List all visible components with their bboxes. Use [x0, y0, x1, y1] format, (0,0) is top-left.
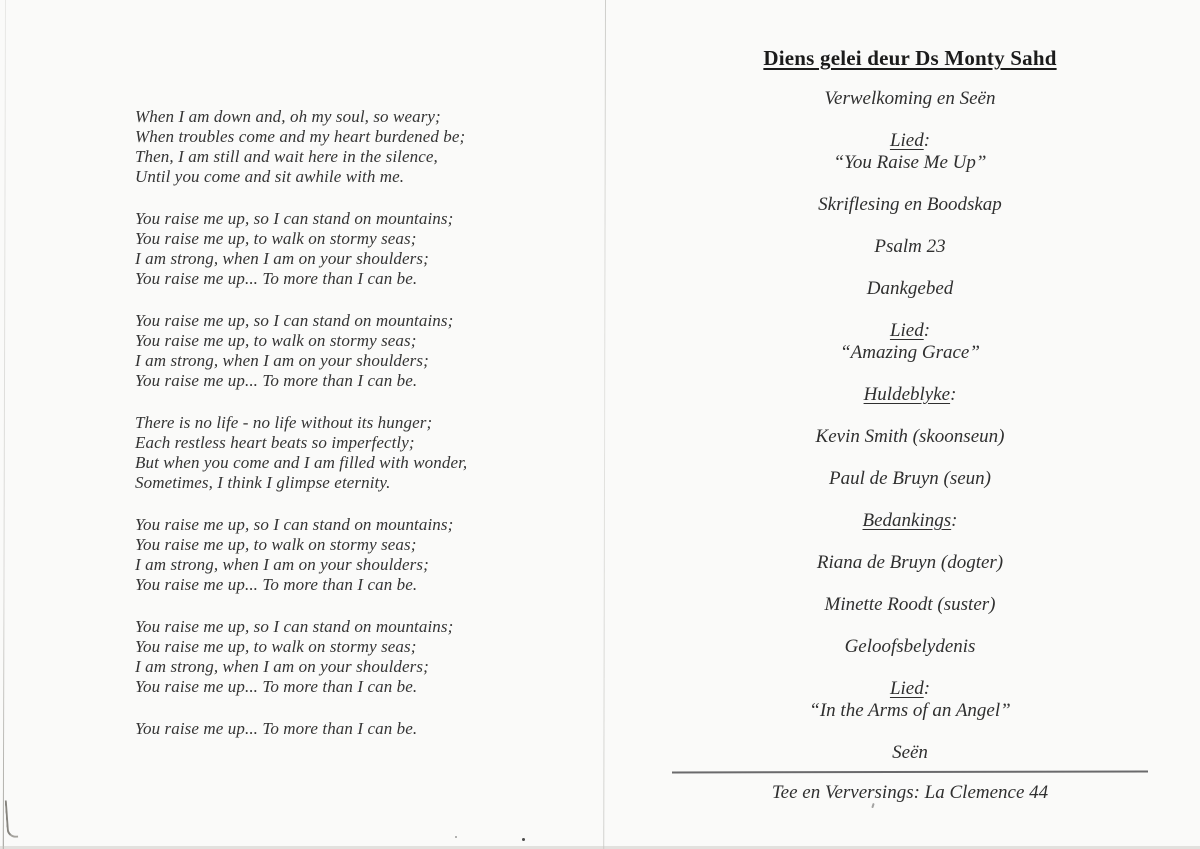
order-label-lied	[610, 320, 1200, 342]
order-item-verwelkoming: Verwelkoming en Seën	[824, 88, 996, 109]
poem-line: You raise me up... To more than I can be.	[135, 575, 418, 594]
poem-line: You raise me up... To more than I can be.	[135, 371, 418, 390]
poem-line: Each restless heart beats so imperfectly;	[135, 433, 415, 452]
order-song-in-the-arms-of-an-angel: “In the Arms of an Angel”	[809, 700, 1011, 721]
poem-stanza	[135, 107, 467, 187]
poem-line: Then, I am still and wait here in the silence,	[135, 147, 438, 166]
order-label-colon: :	[950, 384, 957, 405]
order-label-colon: :	[923, 320, 931, 341]
order-song-you-raise-me-up: “You Raise Me Up”	[833, 152, 987, 173]
poem-line: You raise me up... To more than I can be.	[135, 269, 418, 288]
order-label-lied	[610, 678, 1200, 700]
poem-line: I am strong, when I am on your shoulders;	[135, 555, 429, 574]
order-song-amazing-grace: “Amazing Grace”	[840, 342, 980, 363]
left-page-lyrics	[135, 107, 467, 761]
order-label-bedankings	[610, 510, 1200, 532]
poem-line: I am strong, when I am on your shoulders;	[135, 249, 429, 268]
right-page-order-of-service	[610, 45, 1200, 804]
poem-line: You raise me up, so I can stand on mountains;	[135, 209, 454, 228]
order-item-paul-de-bruyn: Paul de Bruyn (seun)	[829, 468, 991, 489]
order-label-lied	[610, 130, 1200, 152]
poem-line: You raise me up, so I can stand on mountains;	[135, 617, 454, 636]
poem-line: Until you come and sit awhile with me.	[135, 167, 405, 186]
scan-speck	[522, 838, 525, 841]
poem-line: You raise me up, to walk on stormy seas;	[135, 229, 417, 248]
poem-line: When troubles come and my heart burdened be;	[135, 127, 466, 146]
order-label-colon: :	[951, 510, 958, 531]
poem-stanza	[135, 311, 467, 391]
order-label-text: Lied	[889, 320, 924, 341]
poem-stanza	[135, 413, 467, 493]
order-item-psalm-23: Psalm 23	[874, 236, 946, 257]
order-label-text: Lied	[889, 130, 924, 151]
order-item-skriflesing: Skriflesing en Boodskap	[818, 194, 1002, 215]
scan-edge-left	[3, 0, 6, 849]
poem-line: You raise me up... To more than I can be.	[135, 719, 418, 738]
poem-line: You raise me up, to walk on stormy seas;	[135, 535, 417, 554]
poem-line: You raise me up, so I can stand on mountains;	[135, 311, 454, 330]
scan-speck	[455, 836, 457, 838]
poem-stanza	[135, 617, 467, 697]
poem-line: You raise me up, so I can stand on mountains;	[135, 515, 454, 534]
footer-divider-line	[672, 771, 1148, 774]
poem-line: You raise me up... To more than I can be.	[135, 677, 418, 696]
poem-line: I am strong, when I am on your shoulders;	[135, 657, 429, 676]
poem-line: When I am down and, oh my soul, so weary;	[135, 107, 441, 126]
order-label-huldeblyke	[610, 384, 1200, 406]
service-leader-title: Diens gelei deur Ds Monty Sahd	[763, 46, 1057, 70]
poem-line: Sometimes, I think I glimpse eternity.	[135, 473, 391, 492]
page-fold-line	[603, 0, 606, 849]
order-item-geloofsbelydenis: Geloofsbelydenis	[844, 636, 976, 657]
footer-note: Tee en Verversings: La Clemence 44	[771, 782, 1049, 803]
poem-line: But when you come and I am filled with wonder,	[135, 453, 468, 472]
order-label-text: Lied	[889, 678, 924, 699]
order-item-minette-roodt: Minette Roodt (suster)	[824, 594, 996, 615]
order-label-text: Huldeblyke	[863, 384, 951, 405]
order-item-dankgebed: Dankgebed	[866, 278, 954, 299]
scan-artifact-mark	[5, 800, 19, 839]
order-item-seen: Seën	[892, 742, 928, 763]
poem-line: There is no life - no life without its hunger;	[135, 413, 433, 432]
order-item-kevin-smith: Kevin Smith (skoonseun)	[815, 426, 1005, 447]
order-label-text: Bedankings	[862, 510, 952, 531]
poem-line: I am strong, when I am on your shoulders;	[135, 351, 429, 370]
order-label-colon: :	[923, 678, 931, 699]
order-item-riana-de-bruyn: Riana de Bruyn (dogter)	[816, 552, 1004, 573]
poem-stanza	[135, 719, 467, 739]
poem-line: You raise me up, to walk on stormy seas;	[135, 637, 417, 656]
poem-line: You raise me up, to walk on stormy seas;	[135, 331, 417, 350]
poem-stanza	[135, 209, 467, 289]
poem-stanza	[135, 515, 467, 595]
order-label-colon: :	[923, 130, 931, 151]
